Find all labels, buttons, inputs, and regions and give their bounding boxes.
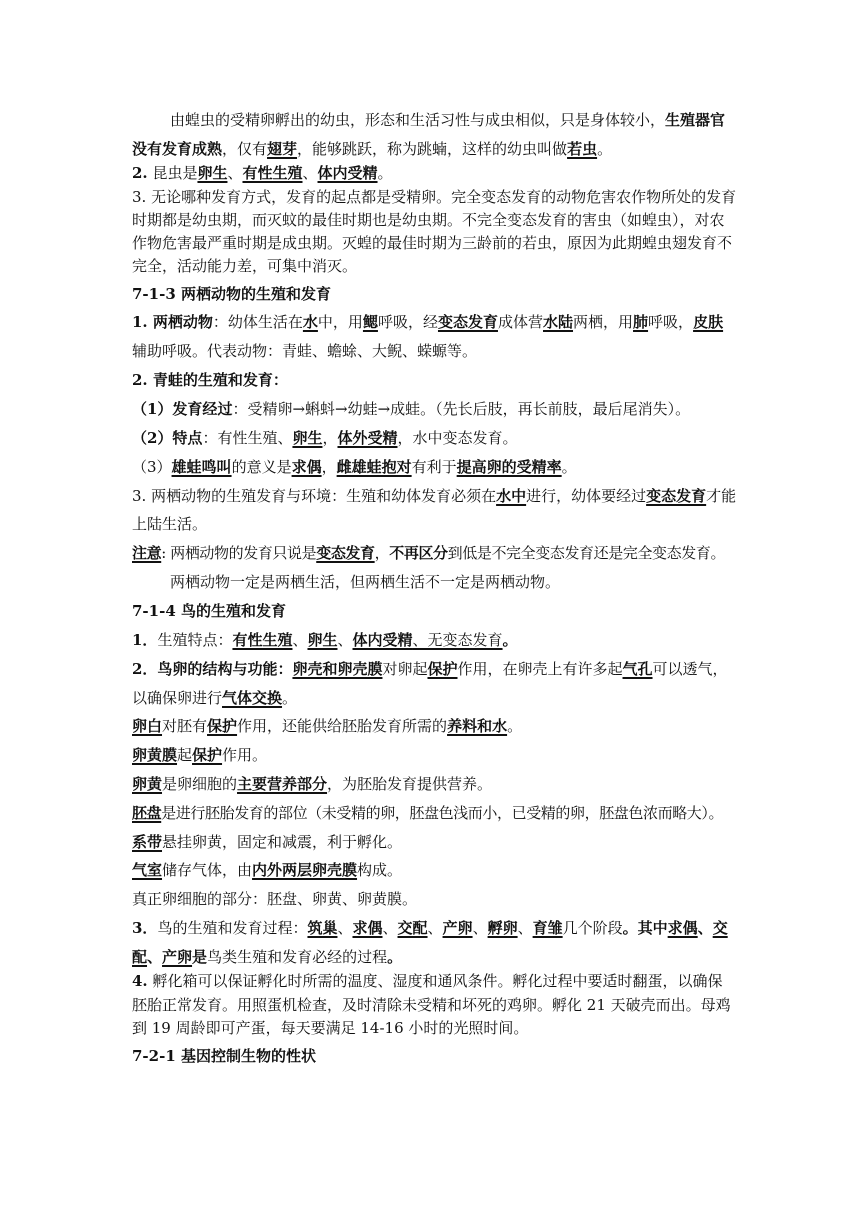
text-run: 。其中 [622, 919, 668, 937]
text-run: 有利于 [411, 458, 457, 476]
text-run: 对卵起 [382, 660, 428, 678]
text-run: 时期都是幼虫期，而灭蚊的最佳时期也是幼虫期。不完全变态发育的害虫（如蝗虫），对农 [132, 211, 725, 229]
text-run: 。 [377, 164, 393, 182]
text-line [132, 1018, 528, 1038]
text-run: 胚胎正常发育。用照蛋机检查，及时清除未受精和坏死的鸡卵。孵化 21 天破壳而出。母鸡 [132, 996, 731, 1014]
text-line [132, 233, 732, 253]
text-run: 卵壳和卵壳膜 [292, 660, 383, 678]
text-run: 。 [387, 948, 403, 966]
text-run: 体外受精 [337, 429, 398, 447]
text-run: （1）发育经过 [132, 400, 233, 418]
text-run: 鸟类生殖和发育必经的过程 [207, 948, 388, 966]
text-run: 交配 [397, 919, 428, 937]
text-line [132, 514, 207, 534]
subsection-heading [132, 370, 288, 390]
text-run: 储存气体，由 [162, 861, 253, 879]
note-line [132, 543, 725, 563]
text-run: 肺 [633, 313, 649, 331]
text-run: 雄蛙鸣叫 [171, 458, 232, 476]
text-run: 皮肤 [693, 313, 724, 331]
text-run: 作用。 [222, 746, 268, 764]
text-run: 水 [302, 313, 318, 331]
text-run: 养料和水 [447, 717, 508, 735]
text-run: 鳃 [362, 313, 378, 331]
text-line [132, 971, 722, 991]
text-run: 鸟的生殖和发育过程： [157, 919, 308, 937]
text-run: 主要营养部分 [237, 775, 328, 793]
text-run: 注意 [132, 544, 162, 562]
text-run: : 两栖动物的发育只说是 [161, 544, 317, 562]
text-run: 产卵 [162, 948, 193, 966]
text-line [132, 745, 267, 765]
text-line [132, 774, 492, 794]
text-run: 、 [292, 631, 308, 649]
text-run: （2）特点 [132, 429, 203, 447]
text-run: 对胚有 [162, 717, 208, 735]
text-run: 。 [561, 458, 577, 476]
text-run: ，仅有 [222, 140, 268, 158]
text-run: 、 [147, 948, 163, 966]
text-run: （3） [132, 458, 172, 476]
text-run: 、 [382, 919, 398, 937]
text-run: 两栖动物一定是两栖生活，但两栖生活不一定是两栖动物。 [170, 573, 561, 591]
text-run: 、 [337, 631, 353, 649]
text-run: 孵化箱可以保证孵化时所需的温度、湿度和通风条件。孵化过程中要适时翻蛋，以确保 [147, 972, 723, 990]
text-line [132, 889, 417, 909]
text-run: 交 [712, 919, 728, 937]
text-line [132, 139, 612, 159]
text-line [132, 399, 690, 419]
text-run: 筑巢 [307, 919, 338, 937]
text-run: ， [374, 544, 390, 562]
text-run: 若虫 [567, 140, 598, 158]
text-run: 。 [507, 717, 523, 735]
text-run: 7-1-4 鸟的生殖和发育 [132, 602, 286, 620]
text-run: 育雏 [532, 919, 563, 937]
text-run: 不再区分 [389, 544, 448, 562]
text-run: 气室 [132, 861, 163, 879]
text-line [132, 428, 518, 448]
text-run: 气孔 [622, 660, 653, 678]
text-run: 卵生 [197, 164, 228, 182]
text-run: ：有性生殖、 [202, 429, 293, 447]
text-run: 2．鸟卵的结构与功能： [132, 660, 293, 678]
text-run: ：幼体生活在 [212, 313, 303, 331]
text-run: 真正卵细胞的部分：胚盘、卵黄、卵黄膜。 [132, 890, 418, 908]
text-line [132, 457, 577, 477]
text-run: 呼吸，经 [377, 313, 438, 331]
text-run: 可以透气， [652, 660, 728, 678]
text-run: 7-1-3 两栖动物的生殖和发育 [132, 285, 331, 303]
text-line [132, 659, 728, 679]
text-run: 3. 两栖动物的生殖发育与环境：生殖和幼体发育必须在 [132, 487, 497, 505]
text-run: ，能够跳跃，称为跳蝻，这样的幼虫叫做 [297, 140, 568, 158]
text-line [170, 572, 560, 592]
text-run: 。 [282, 689, 298, 707]
text-run: 4. [132, 972, 148, 990]
text-line [132, 210, 725, 230]
text-run: 才能 [706, 487, 737, 505]
text-run: 系带 [132, 833, 163, 851]
text-run: 是进行胚胎发育的部位（未受精的卵，胚盘色浅而小，已受精的卵，胚盘色浓而略大）。 [161, 804, 724, 822]
text-line [132, 716, 522, 736]
text-line [132, 803, 723, 823]
text-run: 作用，在卵壳上有许多起 [457, 660, 623, 678]
text-run: 求偶 [352, 919, 383, 937]
text-run: 、 [427, 919, 443, 937]
section-heading [132, 601, 286, 621]
text-run: 雌雄蛙抱对 [336, 458, 412, 476]
text-run: 胚盘 [132, 804, 162, 822]
text-run: ， [321, 458, 337, 476]
text-run: 内外两层卵壳膜 [252, 861, 358, 879]
text-run: 卵黄膜 [132, 746, 178, 764]
text-run: 辅助呼吸。代表动物：青蛙、蟾蜍、大鲵、蝾螈等。 [132, 342, 478, 360]
text-run: 保护 [207, 717, 238, 735]
text-run: 产卵 [442, 919, 473, 937]
text-run: ，水中变态发育。 [397, 429, 518, 447]
text-line [132, 630, 518, 650]
text-line [132, 256, 357, 276]
text-line [170, 110, 725, 130]
text-run: ，为胚胎发育提供营养。 [327, 775, 493, 793]
text-run: 1． [132, 631, 158, 649]
text-run: 构成。 [357, 861, 403, 879]
text-run: 、 [517, 919, 533, 937]
text-run: 翅芽 [267, 140, 298, 158]
text-run: 起 [177, 746, 193, 764]
text-run: ：受精卵→蝌蚪→幼蛙→成蛙。（先长后肢，再长前肢，最后尾消失）。 [232, 400, 691, 418]
text-run: 中，用 [317, 313, 363, 331]
text-run: 悬挂卵黄，固定和减震，利于孵化。 [162, 833, 403, 851]
text-line [132, 947, 402, 967]
text-run: 到 19 周龄即可产蛋，每天要满足 14-16 小时的光照时间。 [132, 1019, 529, 1037]
text-run: 配 [132, 948, 148, 966]
text-run: 保护 [192, 746, 223, 764]
text-run: 保护 [427, 660, 458, 678]
text-run: 作物危害最严重时期是成虫期。灭蝗的最佳时期为三龄前的若虫，原因为此期蝗虫翅发育不 [132, 234, 733, 252]
text-run: 呼吸， [648, 313, 694, 331]
text-run: 卵白 [132, 717, 163, 735]
text-run: 是 [192, 948, 208, 966]
text-run: 变态发育 [646, 487, 707, 505]
text-run: 两栖，用 [573, 313, 634, 331]
text-run: 、 [227, 164, 243, 182]
text-run: 、 [302, 164, 318, 182]
section-heading [132, 1046, 316, 1066]
text-run: 有性生殖 [232, 631, 293, 649]
text-run: 完全，活动能力差，可集中消灭。 [132, 257, 358, 275]
text-run: 、 [472, 919, 488, 937]
text-run: 3. 无论哪种发育方式，发育的起点都是受精卵。完全变态发育的动物危害农作物所处的发育 [132, 188, 737, 206]
text-line [132, 860, 402, 880]
text-line [132, 995, 731, 1015]
text-run: 几个阶段 [562, 919, 623, 937]
text-run: 。 [597, 140, 613, 158]
text-run: 卵黄 [132, 775, 163, 793]
text-run: 卵生 [307, 631, 338, 649]
text-line [132, 832, 402, 852]
text-run: 变态发育 [316, 544, 375, 562]
text-run: 的意义是 [231, 458, 292, 476]
text-run: 。 [502, 631, 518, 649]
text-run: 提高卵的受精率 [456, 458, 562, 476]
text-run: 有性生殖 [242, 164, 303, 182]
text-run: 卵生 [292, 429, 323, 447]
text-run: 变态发育 [437, 313, 498, 331]
text-run: 求偶 [667, 919, 698, 937]
text-run: 作用，还能供给胚胎发育所需的 [237, 717, 448, 735]
text-run: 进行，幼体要经过 [526, 487, 647, 505]
text-line [132, 486, 736, 506]
text-run: 体内受精 [317, 164, 378, 182]
text-run: 体内受精 [352, 631, 413, 649]
text-run: 气体交换 [222, 689, 283, 707]
text-run: 以确保卵进行 [132, 689, 223, 707]
text-line [132, 918, 728, 938]
text-run: ， [322, 429, 338, 447]
text-run: 上陆生活。 [132, 515, 208, 533]
text-run: 成体营 [497, 313, 543, 331]
text-run: 水中 [496, 487, 527, 505]
text-run: 水陆 [543, 313, 574, 331]
text-run: 、 [337, 919, 353, 937]
text-run: 、 [697, 919, 713, 937]
text-run: 、无变态发育 [412, 631, 503, 649]
text-line [132, 688, 297, 708]
section-heading [132, 284, 331, 304]
text-line [132, 163, 393, 183]
text-run: 生殖器官 [665, 111, 726, 129]
text-run: 2. [132, 164, 148, 182]
text-run: 是卵细胞的 [162, 775, 238, 793]
text-run: 生殖特点： [157, 631, 233, 649]
text-run: 孵卵 [487, 919, 518, 937]
text-run: 7-2-1 基因控制生物的性状 [132, 1047, 316, 1065]
text-run: 2. 青蛙的生殖和发育： [132, 371, 288, 389]
text-line [132, 187, 736, 207]
text-run: 昆虫是 [147, 164, 198, 182]
text-run: 求偶 [291, 458, 322, 476]
text-line [132, 341, 477, 361]
text-run: 没有发育成熟 [132, 140, 223, 158]
text-run: 到低是不完全变态发育还是完全变态发育。 [447, 544, 726, 562]
text-run: 1. 两栖动物 [132, 313, 213, 331]
text-line [132, 312, 723, 332]
text-run: 由蝗虫的受精卵孵出的幼虫，形态和生活习性与成虫相似，只是身体较小， [170, 111, 666, 129]
text-run: 3． [132, 919, 158, 937]
